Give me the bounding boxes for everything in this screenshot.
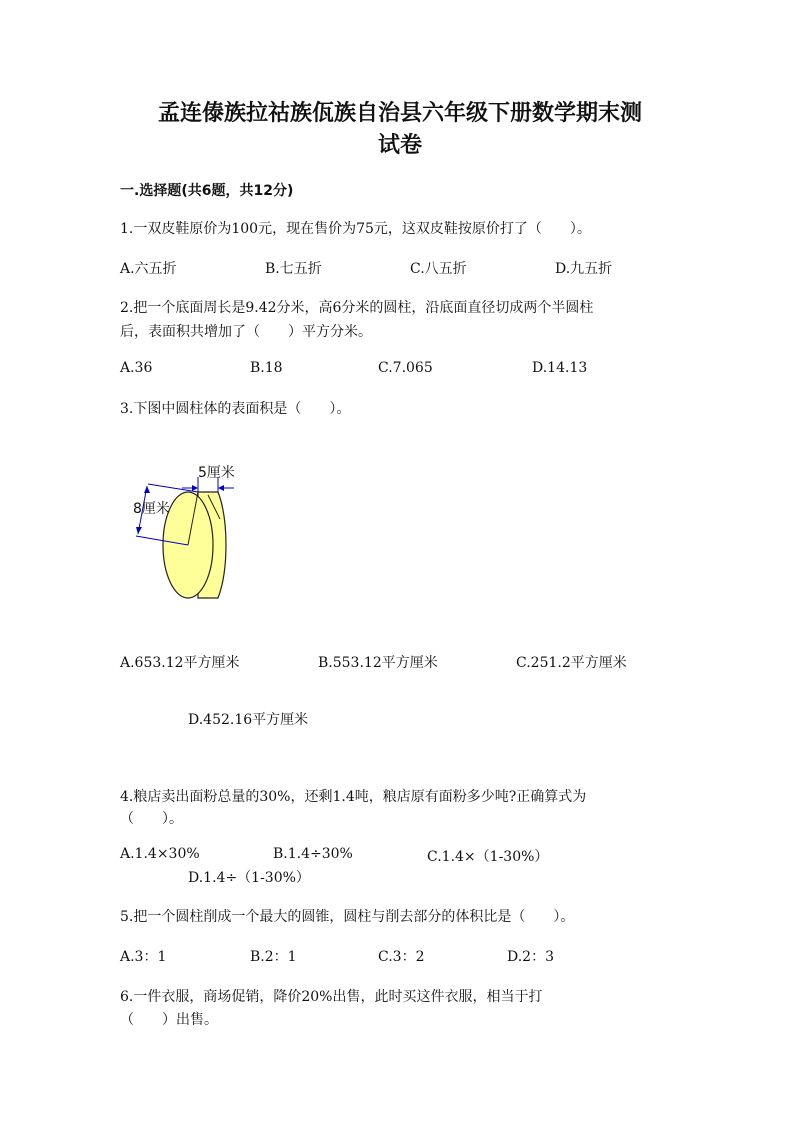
section-heading: 一.选择题(共6题，共12分) xyxy=(120,183,294,199)
question-5-option-b: B.2：1 xyxy=(250,949,297,965)
question-6-text-line1: 6.一件衣服，商场促销，降价20%出售，此时买这件衣服，相当于打 xyxy=(120,989,543,1005)
question-2-text-line2: 后，表面积共增加了（ ）平方分米。 xyxy=(120,324,372,340)
question-4-text-line2: （ ）。 xyxy=(120,811,183,827)
question-5-option-d: D.2：3 xyxy=(507,949,554,965)
question-4-option-b: B.1.4÷30% xyxy=(273,846,353,862)
question-3-text: 3.下图中圆柱体的表面积是（ ）。 xyxy=(120,401,351,417)
question-2-option-d: D.14.13 xyxy=(532,360,588,376)
question-2-option-a: A.36 xyxy=(120,360,153,376)
radius-label: 8厘米 xyxy=(133,501,170,517)
question-3-option-c: C.251.2平方厘米 xyxy=(516,655,627,671)
question-1-option-a: A.六五折 xyxy=(120,261,177,277)
question-5-option-c: C.3：2 xyxy=(378,949,425,965)
question-1-option-b: B.七五折 xyxy=(265,261,322,277)
question-1-option-c: C.八五折 xyxy=(410,261,467,277)
question-3-option-b: B.553.12平方厘米 xyxy=(318,655,438,671)
question-2-text-line1: 2.把一个底面周长是9.42分米，高6分米的圆柱，沿底面直径切成两个半圆柱 xyxy=(120,300,594,316)
width-arrowhead-left xyxy=(192,485,198,491)
question-4-option-a: A.1.4×30% xyxy=(120,846,200,862)
width-label: 5厘米 xyxy=(198,465,235,481)
radius-arrowhead-top xyxy=(144,486,150,493)
question-6-text-line2: （ ）出售。 xyxy=(120,1012,218,1028)
width-arrowhead-right xyxy=(218,485,224,491)
question-5-text: 5.把一个圆柱削成一个最大的圆锥，圆柱与削去部分的体积比是（ ）。 xyxy=(120,909,575,925)
question-3-option-a: A.653.12平方厘米 xyxy=(120,655,240,671)
question-4-text-line1: 4.粮店卖出面粉总量的30%，还剩1.4吨，粮店原有面粉多少吨?正确算式为 xyxy=(120,789,587,805)
cylinder-figure xyxy=(120,455,260,610)
question-3-option-d: D.452.16平方厘米 xyxy=(188,712,309,728)
question-2-option-c: C.7.065 xyxy=(378,360,433,376)
exam-title-line2: 试卷 xyxy=(377,133,422,158)
radius-arrowhead-bottom xyxy=(136,527,142,534)
question-4-option-c: C.1.4×（1-30%） xyxy=(427,849,549,865)
question-4-option-d: D.1.4÷（1-30%） xyxy=(188,870,310,886)
question-5-option-a: A.3：1 xyxy=(120,949,167,965)
question-2-option-b: B.18 xyxy=(250,360,283,376)
question-1-text: 1.一双皮鞋原价为100元，现在售价为75元，这双皮鞋按原价打了（ ）。 xyxy=(120,221,591,237)
exam-title-line1: 孟连傣族拉祜族佤族自治县六年级下册数学期末测 xyxy=(157,101,642,126)
question-1-option-d: D.九五折 xyxy=(555,261,613,277)
